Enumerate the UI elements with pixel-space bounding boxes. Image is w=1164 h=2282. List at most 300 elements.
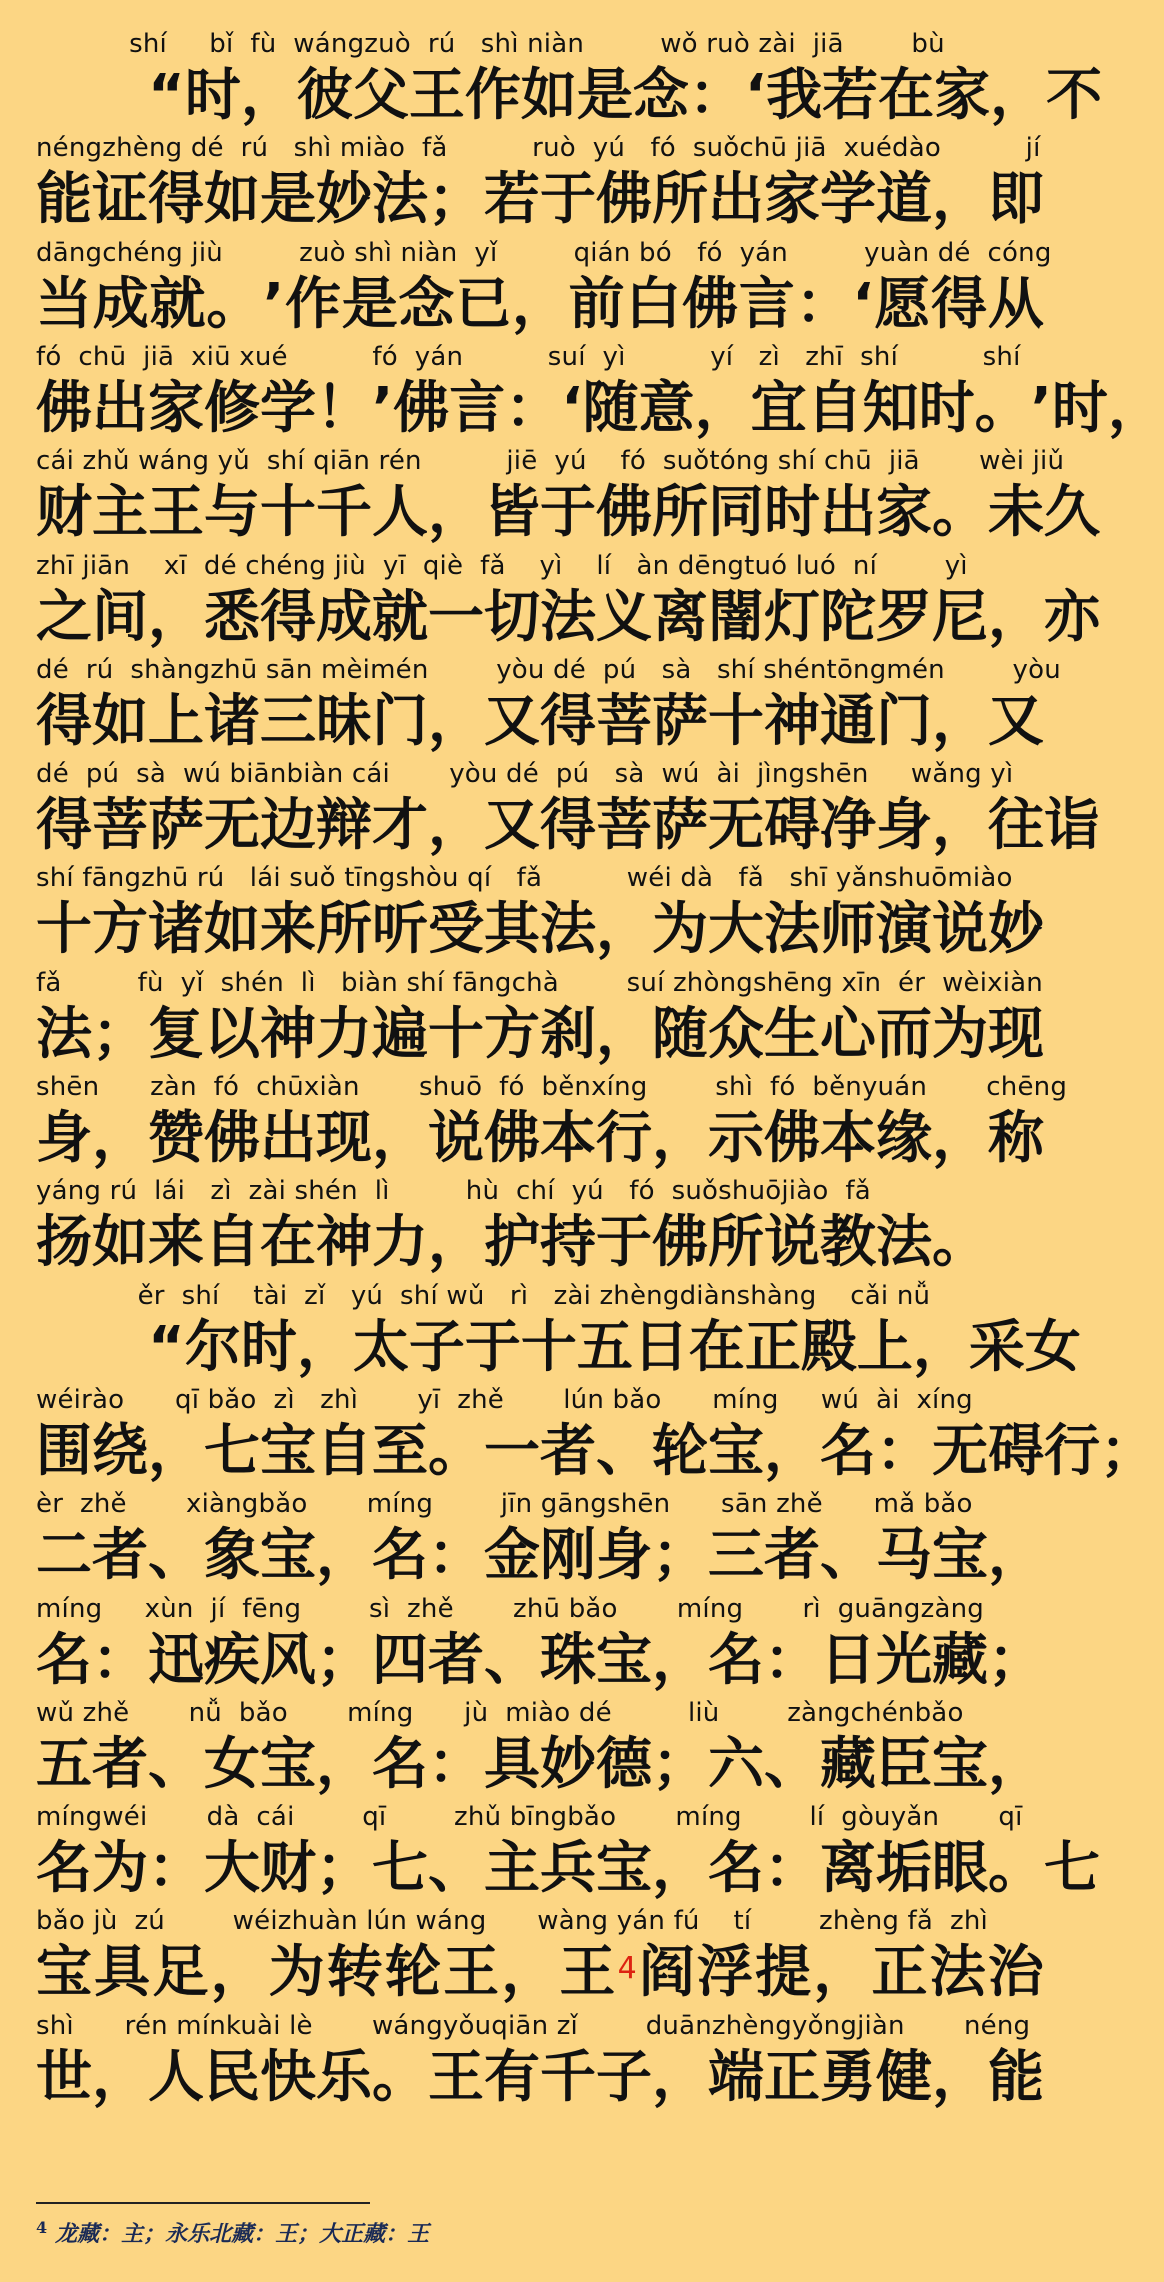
hanzi-char: 藏: [820, 1731, 876, 1797]
hanzi-char: 道: [876, 167, 932, 233]
hanzi-row: [36, 168, 1044, 232]
hanzi-char: 得: [931, 271, 988, 337]
text-line: [0, 650, 1080, 754]
hanzi-char: 于: [464, 1314, 521, 1380]
hanzi-char: 闇: [708, 584, 764, 650]
hanzi-char: 就: [372, 584, 428, 650]
pinyin-row: míng xùn jí fēng sì zhě zhū bǎo míng rì guāngzàng: [36, 1593, 984, 1624]
hanzi-char: 家: [876, 480, 932, 546]
hanzi-char: ；: [652, 1731, 708, 1797]
pinyin-row: shí fāngzhū rú lái suǒ tīngshòu qí fǎ wéi dà fǎ shī yǎnshuōmiào: [36, 863, 1013, 894]
hanzi-char: 罗: [876, 584, 932, 650]
hanzi-char: 七: [372, 1836, 428, 1902]
hanzi-char: 是: [341, 271, 398, 337]
hanzi-char: 时: [1051, 375, 1108, 441]
hanzi-char: 宝: [260, 1731, 316, 1797]
hanzi-row: [36, 2046, 1044, 2110]
hanzi-char: 行: [1044, 1418, 1100, 1484]
hanzi-char: 碍: [764, 793, 820, 859]
hanzi-char: 萨: [652, 793, 708, 859]
pinyin-row: bǎo jù zú wéizhuàn lún wáng wàng yán fú tí zhèng fǎ zhì: [36, 1906, 988, 1937]
hanzi-char: ，: [501, 1940, 558, 2006]
hanzi-char: ，: [652, 1627, 708, 1693]
hanzi-char: ，: [652, 1836, 708, 1902]
hanzi-char: 大: [204, 1836, 260, 1902]
hanzi-char: 学: [820, 167, 876, 233]
hanzi-char: 在: [260, 1210, 316, 1276]
hanzi-char: 不: [1046, 63, 1103, 128]
hanzi-char: 义: [596, 584, 652, 650]
hanzi-char: 就: [149, 271, 206, 337]
pinyin-row: néngzhèng dé rú shì miào fǎ ruò yú fó suǒchū jiā xuédào jí: [36, 133, 1041, 164]
hanzi-char: 父: [352, 63, 409, 128]
hanzi-char: 刹: [540, 1001, 596, 1067]
hanzi-char: 从: [987, 271, 1044, 337]
hanzi-char: 切: [484, 584, 540, 650]
hanzi-row: [148, 1314, 1081, 1380]
text-line: [0, 24, 1103, 128]
hanzi-char: ‘: [744, 63, 767, 128]
hanzi-row: [36, 898, 1044, 962]
hanzi-char: 得: [148, 167, 204, 233]
hanzi-char: 灯: [764, 584, 820, 650]
hanzi-char: 法: [372, 167, 428, 233]
hanzi-char: 护: [484, 1210, 540, 1276]
hanzi-char: 正: [871, 1940, 928, 2006]
hanzi-char: 法: [929, 1940, 986, 2006]
pinyin-row: ěr shí tài zǐ yú shí wǔ rì zài zhèngdiànshàng cǎi nǚ: [36, 1280, 931, 1311]
hanzi-char: 久: [1044, 480, 1100, 546]
hanzi-char: 心: [820, 1001, 876, 1067]
hanzi-char: 又: [484, 793, 540, 859]
hanzi-char: 示: [708, 1106, 764, 1171]
hanzi-char: 离: [652, 584, 708, 650]
hanzi-char: 与: [204, 480, 260, 546]
hanzi-char: 大: [708, 897, 764, 963]
hanzi-char: 法: [876, 1210, 932, 1276]
hanzi-char: 主: [92, 480, 148, 546]
hanzi-char: 诸: [148, 897, 204, 963]
hanzi-char: 王: [408, 63, 465, 128]
hanzi-char: 。: [932, 1210, 988, 1276]
hanzi-char: ，: [813, 1940, 870, 2006]
hanzi-char: 菩: [596, 688, 652, 754]
hanzi-char: 如: [204, 167, 260, 233]
hanzi-char: 上: [148, 688, 204, 754]
hanzi-char: 人: [372, 480, 428, 546]
hanzi-char: 出: [708, 167, 764, 233]
hanzi-char: 若: [822, 63, 879, 128]
hanzi-char: ，: [912, 1314, 969, 1380]
hanzi-char: 王: [428, 2044, 484, 2110]
hanzi-char: ，: [428, 793, 484, 859]
hanzi-char: 身: [876, 793, 932, 859]
hanzi-char: 扬: [36, 1210, 92, 1276]
hanzi-char: 往: [988, 793, 1044, 859]
hanzi-char: 得: [36, 793, 92, 859]
pinyin-row: wǔ zhě nǚ bǎo míng jù miào dé liù zàngchénbǎo: [36, 1697, 964, 1728]
hanzi-char: 前: [568, 271, 625, 337]
hanzi-char: 子: [408, 1314, 465, 1380]
hanzi-char: 日: [820, 1627, 876, 1693]
hanzi-char: 佛: [484, 1106, 540, 1171]
hanzi-char: 轮: [384, 1940, 441, 2006]
pinyin-row: míngwéi dà cái qī zhǔ bīngbǎo míng lí gòuyǎn qī: [36, 1802, 1023, 1833]
hanzi-char: ，: [932, 1106, 988, 1171]
hanzi-char: 以: [204, 1001, 260, 1067]
hanzi-char: ，: [652, 2044, 708, 2110]
hanzi-char: 太: [352, 1314, 409, 1380]
hanzi-char: ，: [316, 1731, 372, 1797]
hanzi-char: 三: [708, 1523, 764, 1589]
hanzi-char: 。: [988, 1836, 1044, 1902]
hanzi-char: 悉: [204, 584, 260, 650]
hanzi-char: 赞: [148, 1106, 204, 1171]
hanzi-char: 千: [540, 2044, 596, 2110]
hanzi-char: 说: [764, 1210, 820, 1276]
hanzi-char: ，: [372, 1106, 428, 1171]
hanzi-char: ：: [148, 1836, 204, 1902]
hanzi-char: 听: [372, 897, 428, 963]
hanzi-char: 者: [92, 1731, 148, 1797]
pinyin-row: shì rén mínkuài lè wángyǒuqiān zǐ duānzhèngyǒngjiàn néng: [36, 2010, 1031, 2041]
hanzi-char: 修: [204, 375, 260, 441]
hanzi-char: 诸: [204, 688, 260, 754]
hanzi-char: ，: [988, 1731, 1044, 1797]
hanzi-char: 珠: [540, 1627, 596, 1693]
hanzi-char: 佛: [682, 271, 739, 337]
hanzi-char: ，: [652, 1106, 708, 1171]
hanzi-char: 、: [764, 1731, 820, 1797]
pinyin-row: zhī jiān xī dé chéng jiù yī qiè fǎ yì lí àn dēngtuó luó ní yì: [36, 550, 968, 581]
hanzi-row: [36, 1629, 1044, 1693]
hanzi-char: 名: [372, 1523, 428, 1589]
hanzi-char: 健: [876, 2044, 932, 2110]
hanzi-char: ，: [596, 1001, 652, 1067]
hanzi-char: 乐: [316, 2044, 372, 2110]
hanzi-char: 正: [744, 1314, 801, 1380]
hanzi-char: 得: [540, 793, 596, 859]
hanzi-char: 宝: [932, 1523, 988, 1589]
hanzi-char: 佛: [652, 1210, 708, 1276]
hanzi-char: 而: [876, 1001, 932, 1067]
hanzi-char: ；: [428, 167, 484, 233]
hanzi-char: 佛: [36, 375, 92, 441]
hanzi-char: 愿: [874, 271, 931, 337]
hanzi-char: 同: [708, 480, 764, 546]
hanzi-char: 者: [92, 1523, 148, 1589]
hanzi-char: ，: [596, 897, 652, 963]
hanzi-char: 于: [540, 480, 596, 546]
hanzi-char: ，: [1107, 375, 1164, 441]
hanzi-char: ，: [988, 1523, 1044, 1589]
hanzi-char: 名: [36, 1627, 92, 1693]
hanzi-char: 言: [449, 375, 506, 441]
hanzi-char: 为: [268, 1940, 325, 2006]
hanzi-char: “: [148, 63, 185, 128]
hanzi-char: 足: [152, 1940, 209, 2006]
hanzi-char: 白: [625, 271, 682, 337]
hanzi-char: 受: [428, 897, 484, 963]
hanzi-char: 三: [260, 688, 316, 754]
hanzi-row: [36, 690, 1044, 754]
hanzi-char: 无: [932, 1418, 988, 1484]
hanzi-char: ，: [148, 1418, 204, 1484]
hanzi-char: 本: [820, 1106, 876, 1171]
hanzi-char: ，: [92, 1106, 148, 1171]
hanzi-row: [36, 1107, 1044, 1171]
hanzi-char: 门: [876, 688, 932, 754]
text-line: [0, 128, 1080, 232]
hanzi-char: 辩: [316, 793, 372, 859]
hanzi-char: 法: [540, 897, 596, 963]
hanzi-char: 佛: [764, 1106, 820, 1171]
hanzi-char: 围: [36, 1418, 92, 1484]
hanzi-char: ，: [210, 1940, 267, 2006]
hanzi-char: ：: [92, 1627, 148, 1693]
hanzi-char: 自: [316, 1418, 372, 1484]
pinyin-row: shí bǐ fù wángzuò rú shì niàn wǒ ruò zài jiā bù: [36, 29, 945, 59]
hanzi-char: ；: [1100, 1418, 1156, 1484]
hanzi-char: 如: [92, 688, 148, 754]
hanzi-char: ’: [262, 271, 285, 337]
hanzi-char: 人: [148, 2044, 204, 2110]
hanzi-char: 在: [688, 1314, 745, 1380]
hanzi-char: 轮: [652, 1418, 708, 1484]
hanzi-char: 得: [260, 584, 316, 650]
hanzi-char: ‘: [561, 375, 583, 441]
hanzi-char: ；: [316, 1836, 372, 1902]
hanzi-char: 时: [918, 375, 975, 441]
hanzi-char: 绕: [92, 1418, 148, 1484]
hanzi-char: 当: [36, 271, 92, 337]
hanzi-char: 菩: [596, 793, 652, 859]
hanzi-char: 十: [520, 1314, 577, 1380]
hanzi-char: 意: [638, 375, 695, 441]
hanzi-char: 未: [988, 480, 1044, 546]
text-line: [0, 963, 1080, 1067]
hanzi-char: ：: [428, 1523, 484, 1589]
hanzi-char: 所: [316, 897, 372, 963]
hanzi-char: 边: [260, 793, 316, 859]
hanzi-char: ，: [932, 793, 988, 859]
hanzi-char: 门: [372, 688, 428, 754]
hanzi-char: ’: [372, 375, 394, 441]
hanzi-char: 妙: [540, 1731, 596, 1797]
hanzi-char: 来: [260, 897, 316, 963]
hanzi-char: 力: [372, 1210, 428, 1276]
hanzi-char: 妙: [316, 167, 372, 233]
text-line: [0, 1171, 1080, 1275]
hanzi-char: 身: [36, 1106, 92, 1171]
text-line: [0, 1276, 1080, 1380]
hanzi-char: 一: [428, 584, 484, 650]
hanzi-char: 七: [1044, 1836, 1100, 1902]
hanzi-char: 能: [988, 2044, 1044, 2110]
hanzi-char: 所: [652, 480, 708, 546]
hanzi-char: 为: [932, 1001, 988, 1067]
hanzi-char: 风: [260, 1627, 316, 1693]
hanzi-char: 。: [974, 375, 1031, 441]
hanzi-char: ：: [428, 1731, 484, 1797]
hanzi-char: 力: [316, 1001, 372, 1067]
hanzi-char: 行: [596, 1106, 652, 1171]
hanzi-char: 本: [540, 1106, 596, 1171]
hanzi-char: 于: [540, 167, 596, 233]
hanzi-char: 四: [372, 1627, 428, 1693]
hanzi-char: 妙: [988, 897, 1044, 963]
hanzi-char: 疾: [204, 1627, 260, 1693]
hanzi-char: 者: [540, 1418, 596, 1484]
hanzi-char: ，: [428, 688, 484, 754]
hanzi-char: 宝: [36, 1940, 92, 2006]
hanzi-char: 治: [987, 1940, 1044, 2006]
hanzi-char: 说: [428, 1106, 484, 1171]
hanzi-char: 一: [484, 1418, 540, 1484]
hanzi-char: 至: [372, 1418, 428, 1484]
hanzi-char: ：: [764, 1836, 820, 1902]
hanzi-char: 方: [92, 897, 148, 963]
hanzi-char: 遍: [372, 1001, 428, 1067]
hanzi-char: 陀: [820, 584, 876, 650]
pinyin-row: shēn zàn fó chūxiàn shuō fó běnxíng shì fó běnyuán chēng: [36, 1072, 1068, 1102]
hanzi-char: 师: [820, 897, 876, 963]
hanzi-char: 萨: [652, 688, 708, 754]
hanzi-char: ，: [92, 2044, 148, 2110]
hanzi-char: 教: [820, 1210, 876, 1276]
hanzi-char: 众: [708, 1001, 764, 1067]
hanzi-char: 十: [36, 897, 92, 963]
hanzi-char: 快: [260, 2044, 316, 2110]
hanzi-char: 转: [326, 1940, 383, 2006]
hanzi-char: 菩: [92, 793, 148, 859]
text-line: [0, 1067, 1080, 1171]
hanzi-char: 十: [428, 1001, 484, 1067]
hanzi-row: [36, 584, 1100, 650]
hanzi-char: 学: [260, 375, 316, 441]
hanzi-row: [36, 480, 1100, 546]
hanzi-row: [36, 1418, 1156, 1484]
hanzi-char: 端: [708, 2044, 764, 2110]
hanzi-char: 五: [36, 1731, 92, 1797]
pinyin-row: dé pú sà wú biānbiàn cái yòu dé pú sà wú ài jìngshēn wǎng yì: [36, 759, 1014, 790]
hanzi-char: 五: [576, 1314, 633, 1380]
hanzi-char: 上: [856, 1314, 913, 1380]
hanzi-char: 名: [708, 1627, 764, 1693]
hanzi-char: 宝: [596, 1627, 652, 1693]
hanzi-char: 缘: [876, 1106, 932, 1171]
hanzi-char: 说: [932, 897, 988, 963]
hanzi-char: 在: [878, 63, 935, 128]
hanzi-char: 佛: [596, 480, 652, 546]
hanzi-char: 其: [484, 897, 540, 963]
hanzi-char: 身: [596, 1523, 652, 1589]
hanzi-char: 随: [582, 375, 639, 441]
hanzi-char: 刚: [540, 1523, 596, 1589]
text-line: [0, 1484, 1080, 1588]
hanzi-char: 佛: [596, 167, 652, 233]
hanzi-char: 、: [148, 1523, 204, 1589]
hanzi-char: ！: [316, 375, 372, 441]
hanzi-char: 又: [484, 688, 540, 754]
hanzi-row: [36, 1733, 1044, 1797]
hanzi-char: 念: [632, 63, 689, 128]
hanzi-char: ：: [764, 1627, 820, 1693]
hanzi-char: 勇: [820, 2044, 876, 2110]
hanzi-char: 迅: [148, 1627, 204, 1693]
hanzi-char: ，: [148, 584, 204, 650]
hanzi-char: ：: [688, 63, 745, 128]
hanzi-char: 、: [596, 1418, 652, 1484]
hanzi-char: 阎: [638, 1940, 695, 2006]
hanzi-char: 提: [755, 1940, 812, 2006]
pinyin-row: yáng rú lái zì zài shén lì hù chí yú fó suǒshuōjiào fǎ: [36, 1176, 871, 1207]
hanzi-char: 我: [766, 63, 823, 128]
text-line: [0, 1380, 1156, 1484]
hanzi-char: 现: [988, 1001, 1044, 1067]
hanzi-row: [36, 1941, 1044, 2005]
hanzi-char: 演: [876, 897, 932, 963]
text-line: [0, 1901, 1080, 2005]
text-line: [0, 1589, 1080, 1693]
hanzi-char: 神: [764, 688, 820, 754]
hanzi-char: 如: [520, 63, 577, 128]
hanzi-char: 复: [148, 1001, 204, 1067]
hanzi-row: [36, 1211, 1044, 1275]
hanzi-char: 为: [652, 897, 708, 963]
hanzi-char: 得: [540, 688, 596, 754]
hanzi-char: 言: [738, 271, 795, 337]
hanzi-char: 。: [932, 480, 988, 546]
hanzi-char: ；: [92, 1001, 148, 1067]
text-line: [0, 1797, 1100, 1902]
hanzi-char: 无: [708, 793, 764, 859]
hanzi-char: 宝: [260, 1418, 316, 1484]
hanzi-char: 之: [36, 584, 92, 650]
hanzi-char: ：: [876, 1418, 932, 1484]
hanzi-char: 萨: [148, 793, 204, 859]
hanzi-char: 彼: [296, 63, 353, 128]
hanzi-char: ；: [652, 1523, 708, 1589]
hanzi-char: 知: [862, 375, 919, 441]
hanzi-row: [36, 1003, 1044, 1067]
hanzi-char: 王: [443, 1940, 500, 2006]
hanzi-char: 证: [92, 167, 148, 233]
hanzi-row: [36, 793, 1100, 859]
hanzi-row: [148, 63, 1103, 128]
hanzi-char: 法: [764, 897, 820, 963]
hanzi-char: 象: [204, 1523, 260, 1589]
hanzi-char: 佛: [393, 375, 450, 441]
hanzi-char: ，: [428, 1210, 484, 1276]
hanzi-char: 法: [36, 1001, 92, 1067]
hanzi-char: ，: [988, 584, 1044, 650]
hanzi-char: 皆: [484, 480, 540, 546]
hanzi-char: 已: [455, 271, 512, 337]
hanzi-char: 成: [316, 584, 372, 650]
hanzi-char: 时: [764, 480, 820, 546]
hanzi-char: 持: [540, 1210, 596, 1276]
hanzi-char: 是: [576, 63, 633, 128]
hanzi-char: 十: [260, 480, 316, 546]
hanzi-char: 垢: [876, 1836, 932, 1902]
hanzi-char: ，: [240, 63, 297, 128]
hanzi-char: ，: [316, 1523, 372, 1589]
hanzi-char: 如: [92, 1210, 148, 1276]
hanzi-char: 女: [1024, 1314, 1081, 1380]
hanzi-char: 名: [372, 1731, 428, 1797]
hanzi-char: 日: [632, 1314, 689, 1380]
